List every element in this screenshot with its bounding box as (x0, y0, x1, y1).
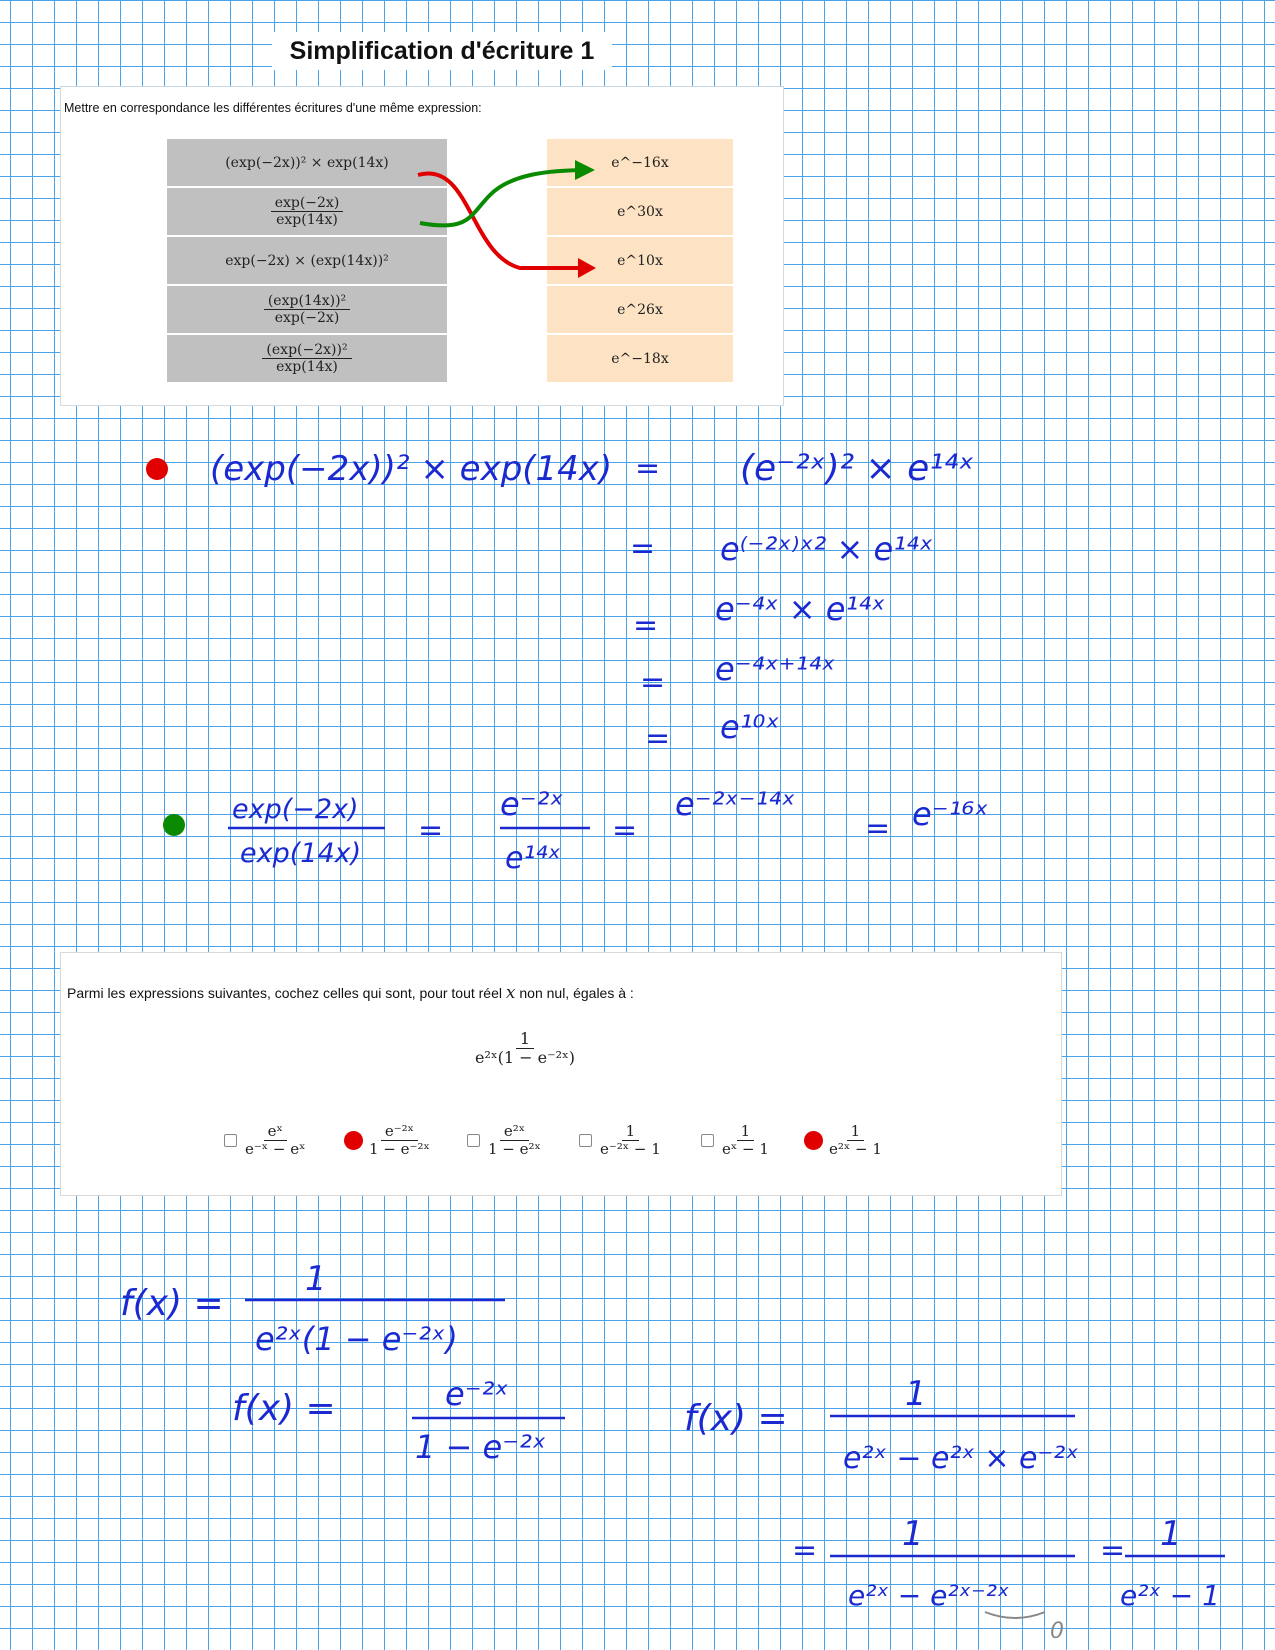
right-expr-3[interactable]: e^10x (547, 237, 733, 284)
right-expr-4[interactable]: e^26x (547, 286, 733, 333)
choice-6-den: e²ˣ − 1 (829, 1140, 882, 1159)
hw-green-lhs-den: exp(14x) (240, 838, 362, 869)
target-den: e²ˣ(1 − e⁻²ˣ) (475, 1048, 576, 1068)
hw-f1-den: e²ˣ(1 − e⁻²ˣ) (255, 1320, 458, 1358)
hw-line1-lhs: (exp(−2x))² × exp(14x) (210, 449, 613, 489)
choice-6-num: 1 (847, 1123, 865, 1141)
hw-line1-rhs: (e⁻²ˣ)² × e¹⁴ˣ (740, 448, 975, 489)
choice-4-num: 1 (622, 1123, 640, 1141)
left-expr-5-den: exp(14x) (276, 359, 338, 375)
left-expr-3-text: exp(−2x) × (exp(14x))² (225, 252, 389, 269)
exercise1-title: Simplification d'écriture 1 (272, 32, 612, 70)
hw-green-eq-1: = (418, 813, 444, 848)
target-num: 1 (516, 1030, 534, 1049)
right-expr-2[interactable]: e^30x (547, 188, 733, 235)
left-expr-1-text: (exp(−2x))² × exp(14x) (225, 154, 389, 171)
hw-green-eq-2: = (612, 813, 638, 848)
right-expr-5[interactable]: e^−18x (547, 335, 733, 382)
left-expr-2-den: exp(14x) (276, 212, 338, 228)
red-bullet-icon (146, 458, 168, 480)
exercise1-instruction: Mettre en correspondance les différentes écritures d'une même expression: (64, 101, 482, 115)
hw-green-step-num: e⁻²ˣ (500, 785, 564, 823)
hw-green-step-den: e¹⁴ˣ (505, 841, 561, 876)
hw-green-lhs-num: exp(−2x) (232, 794, 359, 825)
green-bullet-icon (163, 814, 185, 836)
hw-f3-label: f(x) = (684, 1398, 788, 1439)
hw-f4-num: 1 (902, 1514, 924, 1554)
red-arrow (418, 173, 592, 268)
hw-green-result: e⁻¹⁶ˣ (912, 795, 989, 833)
hw-f3-num: 1 (905, 1374, 927, 1414)
left-expr-2-num: exp(−2x) (271, 195, 344, 212)
hw-line5: e¹⁰ˣ (720, 708, 780, 746)
choice-1-num: eˣ (264, 1123, 287, 1141)
choice-3-den: 1 − e²ˣ (488, 1140, 541, 1159)
hw-f2-den: 1 − e⁻²ˣ (415, 1428, 547, 1466)
choice-4-den: e⁻²ˣ − 1 (600, 1140, 661, 1159)
exercise2-variable: x (505, 983, 516, 1003)
hw-underbrace (985, 1612, 1045, 1618)
choice-2-den: 1 − e⁻²ˣ (369, 1140, 430, 1159)
hw-eq-4: = (640, 665, 666, 700)
hw-eq-2: = (630, 531, 656, 566)
left-expr-4-num: (exp(14x))² (264, 293, 350, 310)
hw-f4-zero: 0 (1050, 1619, 1064, 1644)
hw-line2: e⁽⁻²ˣ⁾ˣ² × e¹⁴ˣ (720, 530, 934, 568)
hw-green-step2: e⁻²ˣ⁻¹⁴ˣ (675, 785, 796, 823)
hw-line3: e⁻⁴ˣ × e¹⁴ˣ (715, 590, 886, 628)
hw-f5-num: 1 (1160, 1514, 1182, 1554)
hw-f2-label: f(x) = (232, 1388, 336, 1429)
hw-f5-eq: = (1100, 1533, 1126, 1568)
hw-green-eq-3: = (865, 811, 891, 846)
hw-eq-5: = (645, 721, 671, 756)
hw-f5-den: e²ˣ − 1 (1120, 1579, 1220, 1612)
choice-1-den: e⁻ˣ − eˣ (245, 1140, 306, 1159)
exercise2-instruction-before: Parmi les expressions suivantes, cochez celles qui sont, pour tout réel (67, 985, 502, 1001)
left-expr-5-num: (exp(−2x))² (262, 342, 351, 359)
choice-3-num: e²ˣ (500, 1123, 529, 1141)
right-expr-1[interactable]: e^−16x (547, 139, 733, 186)
choice-5-den: eˣ − 1 (722, 1140, 769, 1159)
left-expr-4-den: exp(−2x) (274, 310, 340, 326)
hw-f2-num: e⁻²ˣ (445, 1375, 509, 1413)
hw-f1-label: f(x) = (120, 1283, 224, 1324)
choice-2-num: e⁻²ˣ (381, 1123, 418, 1141)
exercise2-instruction-after: non nul, égales à : (519, 985, 634, 1001)
hw-f1-num: 1 (305, 1259, 327, 1299)
choice-5-num: 1 (737, 1123, 755, 1141)
hw-f3-den: e²ˣ − e²ˣ × e⁻²ˣ (843, 1441, 1079, 1476)
green-arrowhead-icon (575, 160, 595, 180)
hw-f4-den: e²ˣ − e²ˣ⁻²ˣ (848, 1579, 1010, 1612)
hw-f4-eq: = (792, 1533, 818, 1568)
red-arrowhead-icon (578, 258, 596, 278)
hw-line4: e⁻⁴ˣ⁺¹⁴ˣ (715, 650, 836, 688)
hw-eq-1: = (635, 451, 661, 486)
hw-eq-3: = (633, 608, 659, 643)
